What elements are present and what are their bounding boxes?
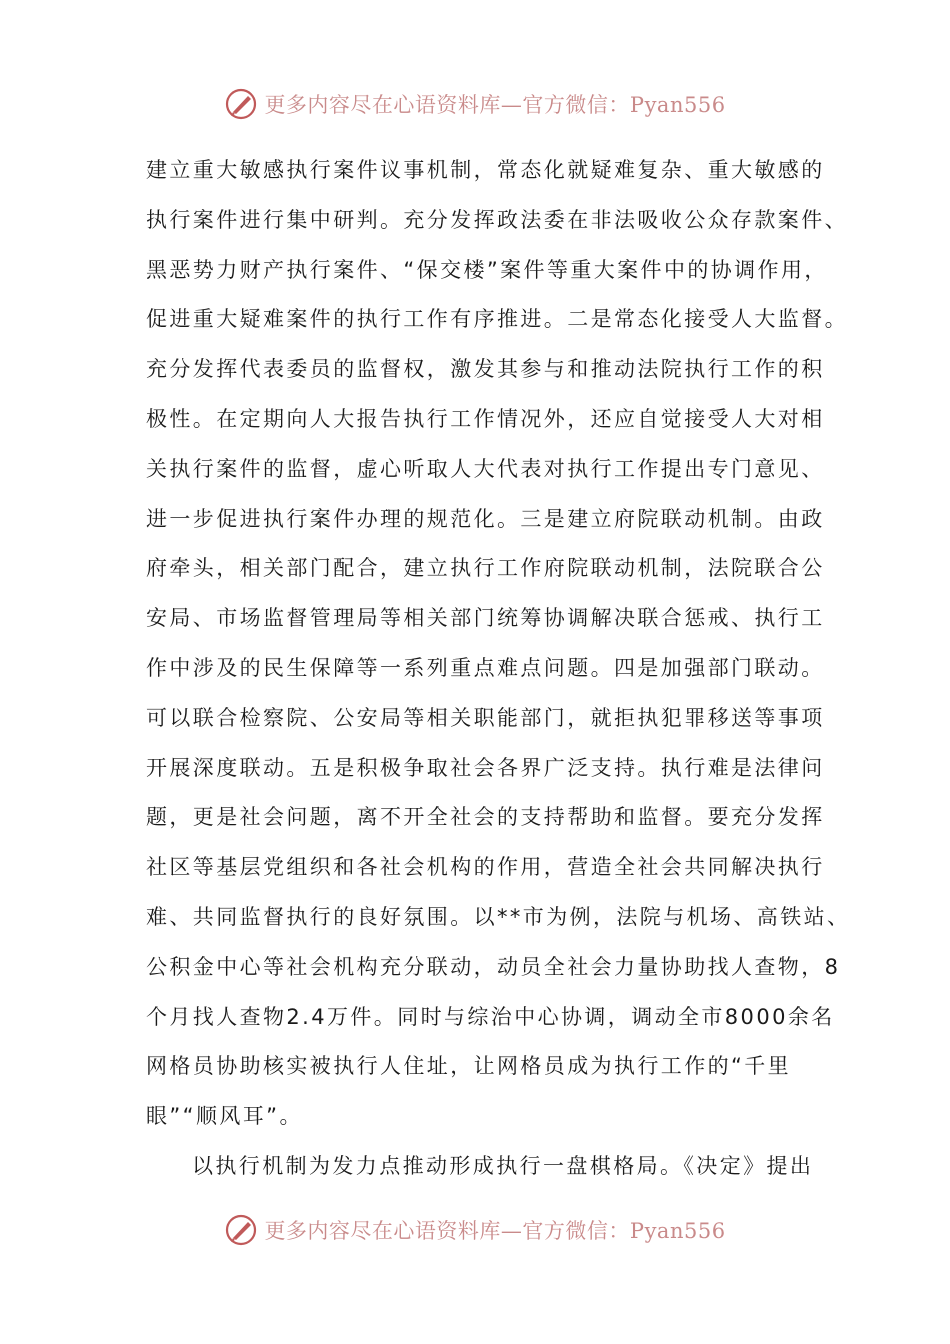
document-body <box>146 152 851 1198</box>
body-line: 可以联合检察院、公安局等相关职能部门，就拒执犯罪移送等事项 <box>146 705 825 730</box>
body-line: 促进重大疑难案件的执行工作有序推进。二是常态化接受人大监督。 <box>146 307 848 332</box>
body-line: 开展深度联动。五是积极争取社会各界广泛支持。执行难是法律问 <box>146 755 825 780</box>
body-line: 难、共同监督执行的良好氛围。以**市为例，法院与机场、高铁站、 <box>146 904 851 929</box>
body-line: 题，更是社会问题，离不开全社会的支持帮助和监督。要充分发挥 <box>146 805 825 830</box>
body-line: 网格员协助核实被执行人住址，让网格员成为执行工作的“千里 <box>146 1054 792 1079</box>
body-line: 公积金中心等社会机构充分联动，动员全社会力量协助找人查物，8 <box>146 954 841 979</box>
pen-logo-icon <box>224 87 258 121</box>
body-line: 黑恶势力财产执行案件、“保交楼”案件等重大案件中的协调作用， <box>146 257 828 282</box>
body-line: 关执行案件的监督，虚心听取人大代表对执行工作提出专门意见、 <box>146 456 825 481</box>
footer-watermark-text: 更多内容尽在心语资料库—官方微信：Pyan556 <box>264 1219 726 1243</box>
footer-watermark-banner <box>0 1208 950 1252</box>
pen-logo-icon <box>224 1213 258 1247</box>
body-line: 社区等基层党组织和各社会机构的作用，营造全社会共同解决执行 <box>146 855 825 880</box>
body-line: 府牵头，相关部门配合，建立执行工作府院联动机制，法院联合公 <box>146 556 825 581</box>
body-line: 进一步促进执行案件办理的规范化。三是建立府院联动机制。由政 <box>146 506 825 531</box>
header-watermark-banner <box>0 82 950 126</box>
body-line: 执行案件进行集中研判。充分发挥政法委在非法吸收公众存款案件、 <box>146 207 848 232</box>
body-line: 安局、市场监督管理局等相关部门统筹协调解决联合惩戒、执行工 <box>146 606 825 631</box>
body-line: 个月找人查物2.4万件。同时与综治中心协调，调动全市8000余名 <box>146 1004 835 1029</box>
body-line: 充分发挥代表委员的监督权，激发其参与和推动法院执行工作的积 <box>146 357 825 382</box>
paragraph-first-line: 以执行机制为发力点推动形成执行一盘棋格局。《决定》提出 <box>192 1153 814 1178</box>
body-line: 建立重大敏感执行案件议事机制，常态化就疑难复杂、重大敏感的 <box>146 158 825 182</box>
body-line: 作中涉及的民生保障等一系列重点难点问题。四是加强部门联动。 <box>146 655 825 680</box>
body-line: 极性。在定期向人大报告执行工作情况外，还应自觉接受人大对相 <box>146 406 825 431</box>
body-line: 眼”“顺风耳”。 <box>146 1104 303 1129</box>
header-watermark-text: 更多内容尽在心语资料库—官方微信：Pyan556 <box>264 93 726 117</box>
